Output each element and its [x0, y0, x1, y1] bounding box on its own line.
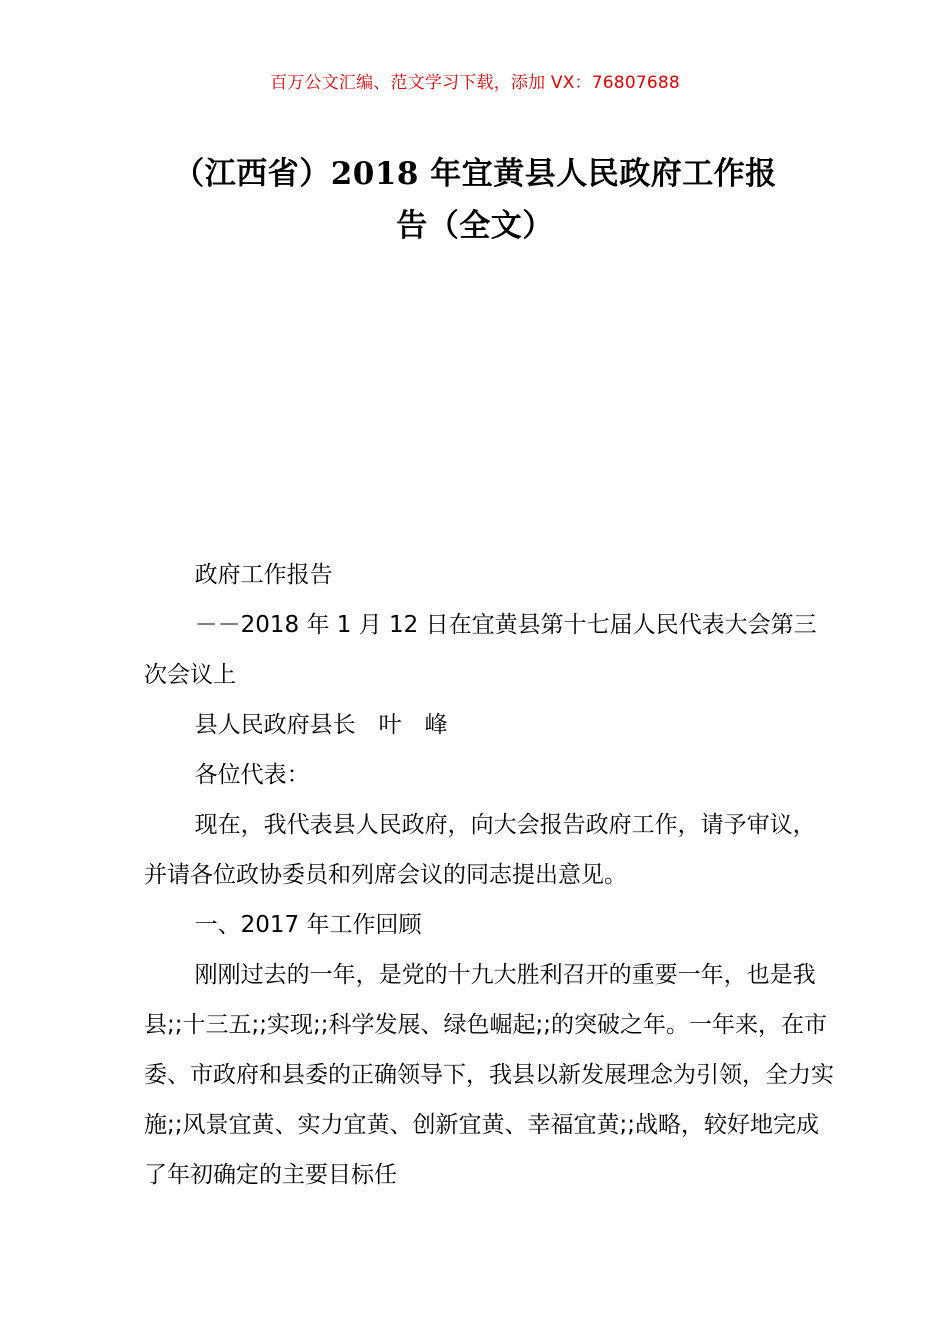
title-line-1: （江西省）2018 年宜黄县人民政府工作报 — [173, 156, 777, 192]
watermark-banner: 百万公文汇编、范文学习下载，添加 VX：76807688 — [270, 73, 680, 93]
salutation: 各位代表： — [194, 762, 310, 788]
meeting-subtitle: －－2018 年 1 月 12 日在宜黄县第十七届人民代表大会第三次会议上 — [144, 612, 817, 688]
section-heading: 一、2017 年工作回顾 — [194, 912, 422, 938]
review-paragraph: 刚刚过去的一年，是党的十九大胜利召开的重要一年，也是我县;;十三五;;实现;;科学发展、绿色崛起;;的突破之年。一年来，在市委、市政府和县委的正确领导下，我县以新发展理念为引领，全力实施;;风景宜黄、实力宜黄、创新宜黄、幸福宜黄;;战略，较好地完成了年初确定的主要目标任 — [144, 962, 834, 1188]
document-body — [144, 550, 836, 1200]
speaker-line: 县人民政府县长 叶 峰 — [194, 712, 448, 738]
title-line-2: 告（全文） — [396, 208, 554, 244]
report-heading: 政府工作报告 — [194, 562, 333, 588]
opening-paragraph: 现在，我代表县人民政府，向大会报告政府工作，请予审议，并请各位政协委员和列席会议的同志提出意见。 — [144, 812, 816, 888]
document-title — [120, 148, 830, 252]
